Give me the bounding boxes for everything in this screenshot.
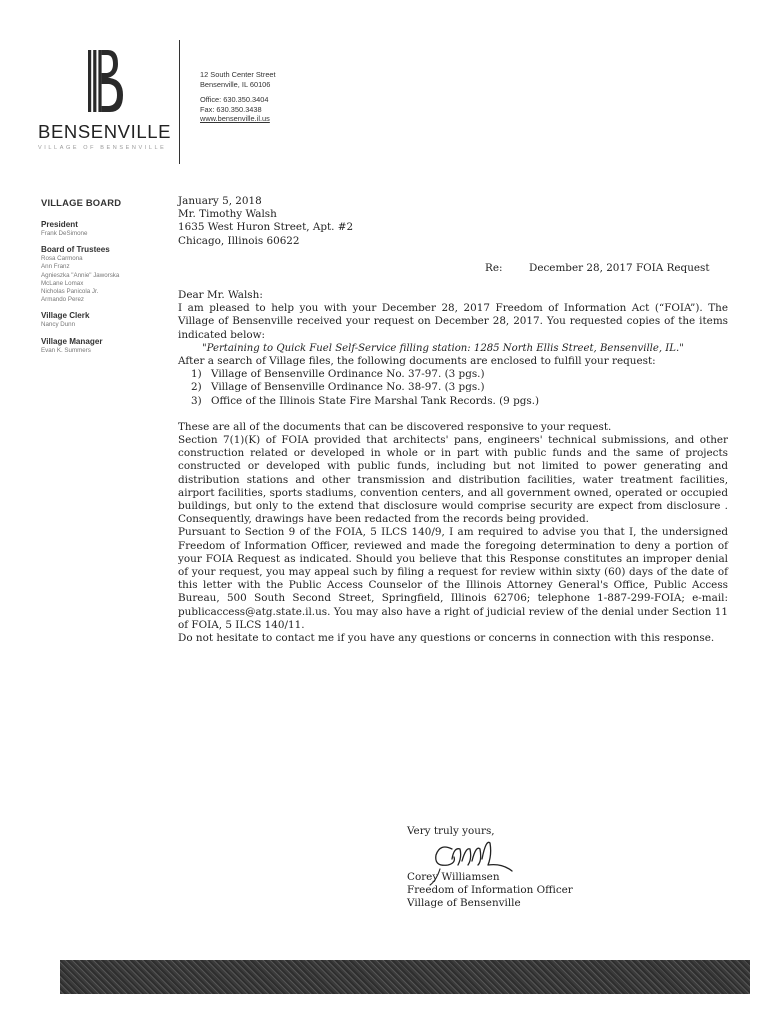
recipient-street: 1635 West Huron Street, Apt. #2 xyxy=(178,221,354,234)
contact-street: 12 South Center Street xyxy=(200,70,276,79)
list-item xyxy=(178,395,728,408)
paragraph-request: I am pleased to help you with your December 28, 2017 Freedom of Information Act (“FOIA”). The Village of Bensenville received your request on December 28, 2017. You requested copies of the items indicated below: xyxy=(178,302,728,341)
recipient-city: Chicago, Illinois 60622 xyxy=(178,234,300,247)
letter-date: January 5, 2018 xyxy=(178,195,262,207)
list-item xyxy=(178,368,728,381)
list-number: 2) xyxy=(191,381,202,394)
signer-title: Freedom of Information Officer xyxy=(407,884,573,897)
sidebar-name: Ann Franz xyxy=(41,263,70,271)
signer-block xyxy=(407,871,573,911)
recipient-address xyxy=(178,208,728,248)
contact-city: Bensenville, IL 60106 xyxy=(200,79,271,89)
sidebar-title: VILLAGE BOARD xyxy=(41,197,122,208)
sidebar-name: Armando Perez xyxy=(41,296,84,304)
contact-website-link[interactable]: www.bensenville.il.us xyxy=(200,114,270,124)
header-divider xyxy=(179,40,180,164)
sidebar-group-president xyxy=(41,220,171,238)
signer-organization: Village of Bensenville xyxy=(407,897,521,910)
contact-office-phone: Office: 630.350.3404 xyxy=(200,95,269,105)
sidebar-heading: President xyxy=(41,220,78,229)
list-number: 1) xyxy=(191,368,202,381)
list-text: Office of the Illinois State Fire Marshal Tank Records. (9 pgs.) xyxy=(211,394,540,407)
paragraph-search: After a search of Village files, the following documents are enclosed to fulfill your request: xyxy=(178,355,656,368)
subject-line xyxy=(178,262,728,275)
enclosure-list xyxy=(178,368,728,408)
list-text: Village of Bensenville Ordinance No. 37-97. (3 pgs.) xyxy=(211,368,485,381)
bensenville-logo xyxy=(88,50,124,112)
letter-body xyxy=(178,195,728,645)
sidebar-name: McLane Lomax xyxy=(41,279,84,287)
salutation: Dear Mr. Walsh: xyxy=(178,289,263,302)
sidebar-name: Evan K. Summers xyxy=(41,346,91,354)
sidebar-group-manager xyxy=(41,337,171,355)
sidebar-group-trustees xyxy=(41,245,171,304)
sidebar-name: Agnieszka "Annie" Jaworska xyxy=(41,271,120,279)
brand-subtitle: VILLAGE OF BENSENVILLE xyxy=(38,145,167,151)
closing: Very truly yours, xyxy=(407,825,495,837)
list-text: Village of Bensenville Ordinance No. 38-97. (3 pgs.) xyxy=(211,381,485,394)
contact-block xyxy=(200,70,276,124)
sidebar-group-clerk xyxy=(41,311,171,329)
paragraph-contact: Do not hesitate to contact me if you have any questions or concerns in connection with this response. xyxy=(178,632,715,645)
request-quote: "Pertaining to Quick Fuel Self-Service filling station: 1285 North Ellis Street, Bensenville, IL." xyxy=(202,342,684,354)
recipient-name: Mr. Timothy Walsh xyxy=(178,208,277,221)
sidebar-name: Nancy Dunn xyxy=(41,321,76,329)
list-number: 3) xyxy=(191,394,202,407)
sidebar-name: Nicholas Panicola Jr. xyxy=(41,288,99,296)
sidebar-heading: Village Clerk xyxy=(41,311,90,321)
brand-wordmark: BENSENVILLE xyxy=(38,121,172,142)
village-board-sidebar xyxy=(41,197,171,362)
sidebar-name: Rosa Carmona xyxy=(41,255,83,263)
subject-text: December 28, 2017 FOIA Request xyxy=(529,261,710,274)
list-item xyxy=(178,381,728,394)
subject-label: Re: xyxy=(485,261,503,274)
paragraph-all-documents: These are all of the documents that can be discovered responsive to your request. xyxy=(178,420,612,433)
sidebar-heading: Board of Trustees xyxy=(41,245,110,255)
contact-fax: Fax: 630.350.3438 xyxy=(200,104,262,114)
sidebar-name: Frank DeSimone xyxy=(41,230,88,237)
paragraph-section-9: Pursuant to Section 9 of the FOIA, 5 ILCS 140/9, I am required to advise you that I, the undersigned Freedom of Information Officer, reviewed and made the foregoing determination to deny a portion of your FOIA Request as indicated. Should you believe that this Response constitutes an improper denial of your request, you may appeal such by filing a request for review within sixty (60) days of the date of this letter with the Public Access Counselor of the Illinois Attorney General's Office, Public Access Bureau, 500 South Second Street, Springfield, Illinois 62706; telephone 1-887-299-FOIA; e-mail: publicaccess@atg.state.il.us. You may also have a right of judicial review of the denial under Section 11 of FOIA, 5 ILCS 140/11. xyxy=(178,526,728,631)
footer-band xyxy=(60,960,750,994)
paragraph-section-7: Section 7(1)(K) of FOIA provided that architects' pans, engineers' technical submissions, and other construction related or developed in whole or in part with public funds and the same of projects constructed or developed with public funds, including but not limited to power generating and distribution stations and other transmission and distribution facilities, water treatment facilities, airport facilities, sports stadiums, convention centers, and all government owned, operated or occupied buildings, but only to the extend that disclosure would comprise security are expect from disclosure . Consequently, drawings have been redacted from the records being provided. xyxy=(178,434,728,526)
signer-name: Corey Williamsen xyxy=(407,871,500,883)
sidebar-heading: Village Manager xyxy=(41,336,103,346)
